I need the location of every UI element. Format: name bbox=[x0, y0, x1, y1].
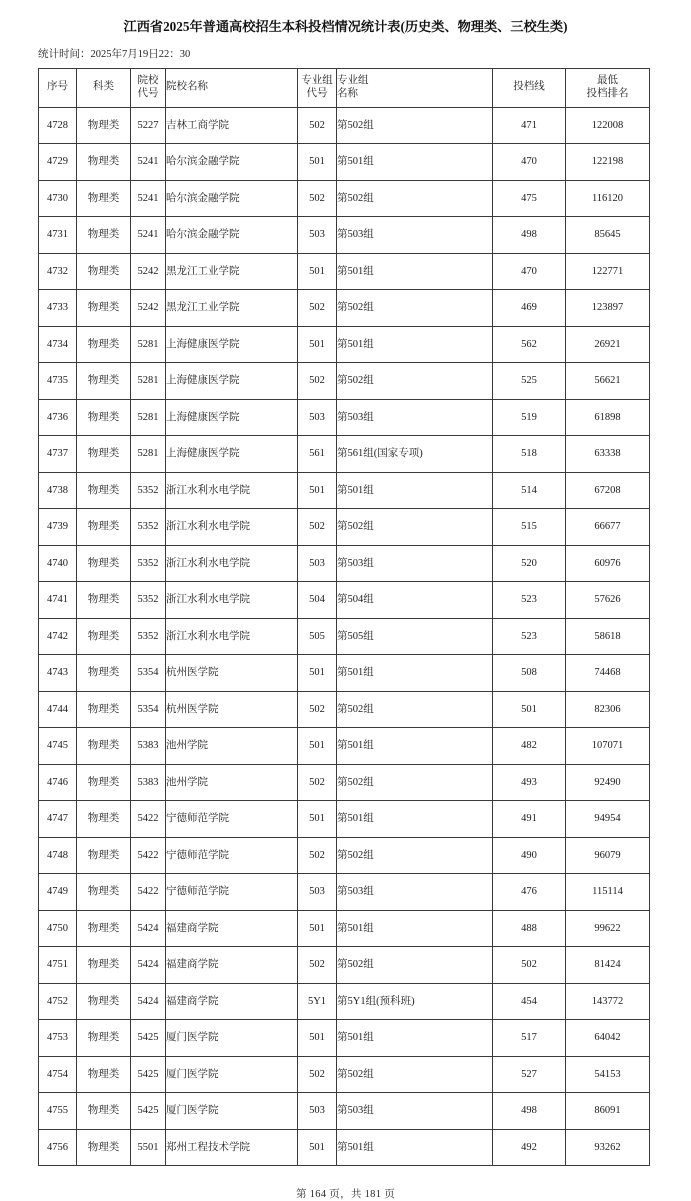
cell-index: 4749 bbox=[39, 874, 77, 911]
cell-category: 物理类 bbox=[77, 801, 131, 838]
cell-school_name: 杭州医学院 bbox=[166, 655, 298, 692]
cell-min_rank: 67208 bbox=[566, 472, 650, 509]
cell-group_name: 第502组 bbox=[337, 107, 493, 144]
table-row bbox=[39, 947, 650, 984]
cell-school_name: 福建商学院 bbox=[166, 910, 298, 947]
cell-index: 4745 bbox=[39, 728, 77, 765]
cell-school_name: 浙江水利水电学院 bbox=[166, 582, 298, 619]
cell-min_rank: 93262 bbox=[566, 1129, 650, 1166]
table-row bbox=[39, 217, 650, 254]
table-row bbox=[39, 1056, 650, 1093]
cell-group_code: 501 bbox=[298, 655, 337, 692]
table-row bbox=[39, 326, 650, 363]
cell-min_rank: 85645 bbox=[566, 217, 650, 254]
cell-school_code: 5383 bbox=[131, 764, 166, 801]
table-row bbox=[39, 655, 650, 692]
cell-group_code: 503 bbox=[298, 874, 337, 911]
cell-min_rank: 143772 bbox=[566, 983, 650, 1020]
cell-score_line: 492 bbox=[493, 1129, 566, 1166]
cell-group_code: 503 bbox=[298, 1093, 337, 1130]
cell-score_line: 493 bbox=[493, 764, 566, 801]
table-row bbox=[39, 545, 650, 582]
cell-min_rank: 74468 bbox=[566, 655, 650, 692]
cell-group_name: 第502组 bbox=[337, 764, 493, 801]
cell-school_code: 5352 bbox=[131, 582, 166, 619]
cell-min_rank: 115114 bbox=[566, 874, 650, 911]
cell-index: 4731 bbox=[39, 217, 77, 254]
cell-category: 物理类 bbox=[77, 582, 131, 619]
column-header-line2: 代号 bbox=[137, 87, 159, 99]
cell-min_rank: 122008 bbox=[566, 107, 650, 144]
column-header-line2: 投档排名 bbox=[586, 87, 629, 99]
table-row bbox=[39, 180, 650, 217]
admission-scores-table bbox=[38, 68, 650, 1167]
table-row bbox=[39, 509, 650, 546]
cell-index: 4748 bbox=[39, 837, 77, 874]
page-footer: 第 164 页，共 181 页 bbox=[296, 1189, 395, 1201]
cell-score_line: 523 bbox=[493, 618, 566, 655]
cell-index: 4744 bbox=[39, 691, 77, 728]
cell-min_rank: 116120 bbox=[566, 180, 650, 217]
cell-school_name: 黑龙江工业学院 bbox=[166, 290, 298, 327]
cell-group_name: 第502组 bbox=[337, 691, 493, 728]
cell-index: 4736 bbox=[39, 399, 77, 436]
cell-school_name: 杭州医学院 bbox=[166, 691, 298, 728]
cell-school_name: 厦门医学院 bbox=[166, 1020, 298, 1057]
cell-index: 4746 bbox=[39, 764, 77, 801]
cell-category: 物理类 bbox=[77, 1056, 131, 1093]
cell-score_line: 470 bbox=[493, 144, 566, 181]
cell-category: 物理类 bbox=[77, 691, 131, 728]
table-header-row bbox=[39, 68, 650, 107]
table-row bbox=[39, 728, 650, 765]
cell-category: 物理类 bbox=[77, 326, 131, 363]
cell-school_name: 池州学院 bbox=[166, 764, 298, 801]
table-row bbox=[39, 691, 650, 728]
cell-min_rank: 58618 bbox=[566, 618, 650, 655]
table-row bbox=[39, 1020, 650, 1057]
column-header-school_code bbox=[131, 68, 166, 107]
cell-category: 物理类 bbox=[77, 1129, 131, 1166]
table-row bbox=[39, 801, 650, 838]
cell-group_name: 第502组 bbox=[337, 1056, 493, 1093]
cell-school_code: 5422 bbox=[131, 874, 166, 911]
cell-score_line: 527 bbox=[493, 1056, 566, 1093]
cell-min_rank: 54153 bbox=[566, 1056, 650, 1093]
cell-score_line: 476 bbox=[493, 874, 566, 911]
cell-index: 4739 bbox=[39, 509, 77, 546]
cell-school_code: 5242 bbox=[131, 290, 166, 327]
cell-index: 4737 bbox=[39, 436, 77, 473]
cell-school_code: 5424 bbox=[131, 910, 166, 947]
cell-group_code: 501 bbox=[298, 910, 337, 947]
cell-group_name: 第501组 bbox=[337, 655, 493, 692]
table-row bbox=[39, 874, 650, 911]
cell-index: 4733 bbox=[39, 290, 77, 327]
cell-group_code: 501 bbox=[298, 728, 337, 765]
cell-category: 物理类 bbox=[77, 217, 131, 254]
cell-category: 物理类 bbox=[77, 837, 131, 874]
column-header-line1: 专业组 bbox=[301, 75, 333, 87]
cell-group_code: 501 bbox=[298, 1129, 337, 1166]
cell-category: 物理类 bbox=[77, 983, 131, 1020]
cell-school_name: 福建商学院 bbox=[166, 983, 298, 1020]
table-row bbox=[39, 290, 650, 327]
table-row bbox=[39, 363, 650, 400]
cell-group_code: 502 bbox=[298, 691, 337, 728]
cell-group_name: 第502组 bbox=[337, 180, 493, 217]
cell-school_code: 5352 bbox=[131, 545, 166, 582]
cell-school_code: 5501 bbox=[131, 1129, 166, 1166]
cell-school_code: 5281 bbox=[131, 436, 166, 473]
cell-group_code: 502 bbox=[298, 180, 337, 217]
cell-group_name: 第503组 bbox=[337, 545, 493, 582]
table-row bbox=[39, 983, 650, 1020]
cell-score_line: 470 bbox=[493, 253, 566, 290]
cell-min_rank: 81424 bbox=[566, 947, 650, 984]
cell-min_rank: 123897 bbox=[566, 290, 650, 327]
cell-school_name: 浙江水利水电学院 bbox=[166, 509, 298, 546]
cell-index: 4753 bbox=[39, 1020, 77, 1057]
cell-group_code: 503 bbox=[298, 545, 337, 582]
cell-min_rank: 96079 bbox=[566, 837, 650, 874]
cell-school_name: 宁德师范学院 bbox=[166, 874, 298, 911]
cell-index: 4742 bbox=[39, 618, 77, 655]
cell-min_rank: 94954 bbox=[566, 801, 650, 838]
page-title: 江西省2025年普通高校招生本科投档情况统计表(历史类、物理类、三校生类) bbox=[123, 19, 568, 34]
cell-index: 4734 bbox=[39, 326, 77, 363]
cell-index: 4740 bbox=[39, 545, 77, 582]
cell-score_line: 502 bbox=[493, 947, 566, 984]
table-row bbox=[39, 472, 650, 509]
cell-group_code: 505 bbox=[298, 618, 337, 655]
table-row bbox=[39, 399, 650, 436]
cell-school_code: 5422 bbox=[131, 837, 166, 874]
cell-score_line: 519 bbox=[493, 399, 566, 436]
cell-min_rank: 122198 bbox=[566, 144, 650, 181]
cell-category: 物理类 bbox=[77, 399, 131, 436]
cell-group_code: 501 bbox=[298, 801, 337, 838]
column-header-line1: 院校 bbox=[137, 75, 159, 87]
cell-score_line: 517 bbox=[493, 1020, 566, 1057]
cell-index: 4747 bbox=[39, 801, 77, 838]
cell-category: 物理类 bbox=[77, 1020, 131, 1057]
cell-category: 物理类 bbox=[77, 180, 131, 217]
cell-group_name: 第504组 bbox=[337, 582, 493, 619]
cell-score_line: 525 bbox=[493, 363, 566, 400]
cell-school_name: 上海健康医学院 bbox=[166, 326, 298, 363]
cell-score_line: 508 bbox=[493, 655, 566, 692]
cell-group_code: 501 bbox=[298, 253, 337, 290]
cell-score_line: 471 bbox=[493, 107, 566, 144]
cell-school_name: 宁德师范学院 bbox=[166, 801, 298, 838]
cell-min_rank: 122771 bbox=[566, 253, 650, 290]
cell-group_name: 第503组 bbox=[337, 1093, 493, 1130]
cell-group_code: 501 bbox=[298, 326, 337, 363]
cell-group_name: 第502组 bbox=[337, 509, 493, 546]
cell-group_name: 第505组 bbox=[337, 618, 493, 655]
table-row bbox=[39, 1093, 650, 1130]
cell-school_code: 5227 bbox=[131, 107, 166, 144]
cell-school_code: 5281 bbox=[131, 326, 166, 363]
column-header-score_line bbox=[493, 68, 566, 107]
table-row bbox=[39, 144, 650, 181]
cell-school_name: 浙江水利水电学院 bbox=[166, 472, 298, 509]
cell-school_name: 厦门医学院 bbox=[166, 1056, 298, 1093]
cell-score_line: 515 bbox=[493, 509, 566, 546]
cell-score_line: 482 bbox=[493, 728, 566, 765]
cell-score_line: 490 bbox=[493, 837, 566, 874]
cell-min_rank: 99622 bbox=[566, 910, 650, 947]
column-header-index bbox=[39, 68, 77, 107]
cell-category: 物理类 bbox=[77, 144, 131, 181]
table-row bbox=[39, 764, 650, 801]
cell-index: 4728 bbox=[39, 107, 77, 144]
cell-category: 物理类 bbox=[77, 947, 131, 984]
cell-school_name: 上海健康医学院 bbox=[166, 436, 298, 473]
cell-group_code: 503 bbox=[298, 399, 337, 436]
column-header-school_name bbox=[166, 68, 298, 107]
table-row bbox=[39, 582, 650, 619]
cell-school_code: 5422 bbox=[131, 801, 166, 838]
cell-school_code: 5241 bbox=[131, 144, 166, 181]
cell-group_code: 502 bbox=[298, 764, 337, 801]
cell-category: 物理类 bbox=[77, 253, 131, 290]
cell-category: 物理类 bbox=[77, 728, 131, 765]
table-header bbox=[39, 68, 650, 107]
column-header-line1: 院校名称 bbox=[166, 81, 208, 93]
cell-group_code: 502 bbox=[298, 947, 337, 984]
cell-min_rank: 82306 bbox=[566, 691, 650, 728]
cell-min_rank: 56621 bbox=[566, 363, 650, 400]
cell-score_line: 562 bbox=[493, 326, 566, 363]
cell-group_name: 第502组 bbox=[337, 837, 493, 874]
cell-index: 4752 bbox=[39, 983, 77, 1020]
cell-group_code: 502 bbox=[298, 1056, 337, 1093]
cell-group_name: 第501组 bbox=[337, 728, 493, 765]
cell-group_code: 501 bbox=[298, 472, 337, 509]
cell-school_name: 哈尔滨金融学院 bbox=[166, 180, 298, 217]
cell-score_line: 491 bbox=[493, 801, 566, 838]
cell-min_rank: 92490 bbox=[566, 764, 650, 801]
cell-index: 4729 bbox=[39, 144, 77, 181]
column-header-group_code bbox=[298, 68, 337, 107]
cell-index: 4755 bbox=[39, 1093, 77, 1130]
cell-group_code: 5Y1 bbox=[298, 983, 337, 1020]
table-container bbox=[0, 61, 691, 1167]
cell-school_code: 5242 bbox=[131, 253, 166, 290]
cell-group_name: 第501组 bbox=[337, 801, 493, 838]
cell-school_code: 5354 bbox=[131, 691, 166, 728]
cell-score_line: 523 bbox=[493, 582, 566, 619]
cell-category: 物理类 bbox=[77, 618, 131, 655]
cell-index: 4756 bbox=[39, 1129, 77, 1166]
cell-index: 4750 bbox=[39, 910, 77, 947]
cell-group_name: 第501组 bbox=[337, 1129, 493, 1166]
cell-group_name: 第5Y1组(预科班) bbox=[337, 983, 493, 1020]
cell-index: 4751 bbox=[39, 947, 77, 984]
cell-group_name: 第501组 bbox=[337, 326, 493, 363]
cell-school_name: 哈尔滨金融学院 bbox=[166, 217, 298, 254]
cell-school_name: 浙江水利水电学院 bbox=[166, 618, 298, 655]
cell-group_code: 502 bbox=[298, 363, 337, 400]
cell-group_name: 第502组 bbox=[337, 290, 493, 327]
cell-index: 4730 bbox=[39, 180, 77, 217]
cell-school_code: 5424 bbox=[131, 983, 166, 1020]
cell-group_name: 第561组(国家专项) bbox=[337, 436, 493, 473]
cell-score_line: 498 bbox=[493, 1093, 566, 1130]
cell-index: 4754 bbox=[39, 1056, 77, 1093]
cell-category: 物理类 bbox=[77, 290, 131, 327]
cell-score_line: 475 bbox=[493, 180, 566, 217]
cell-category: 物理类 bbox=[77, 655, 131, 692]
cell-score_line: 514 bbox=[493, 472, 566, 509]
cell-category: 物理类 bbox=[77, 874, 131, 911]
cell-school_name: 哈尔滨金融学院 bbox=[166, 144, 298, 181]
cell-index: 4743 bbox=[39, 655, 77, 692]
cell-category: 物理类 bbox=[77, 1093, 131, 1130]
table-row bbox=[39, 910, 650, 947]
cell-score_line: 518 bbox=[493, 436, 566, 473]
column-header-line1: 专业组 bbox=[337, 75, 369, 87]
cell-group_code: 502 bbox=[298, 290, 337, 327]
column-header-line2: 名称 bbox=[337, 87, 358, 99]
cell-index: 4732 bbox=[39, 253, 77, 290]
cell-group_code: 561 bbox=[298, 436, 337, 473]
cell-group_code: 502 bbox=[298, 107, 337, 144]
cell-group_name: 第501组 bbox=[337, 910, 493, 947]
table-body bbox=[39, 107, 650, 1166]
cell-group_code: 504 bbox=[298, 582, 337, 619]
table-row bbox=[39, 837, 650, 874]
cell-school_code: 5352 bbox=[131, 472, 166, 509]
cell-school_name: 上海健康医学院 bbox=[166, 399, 298, 436]
cell-category: 物理类 bbox=[77, 509, 131, 546]
cell-school_code: 5383 bbox=[131, 728, 166, 765]
cell-index: 4741 bbox=[39, 582, 77, 619]
cell-min_rank: 63338 bbox=[566, 436, 650, 473]
cell-school_code: 5352 bbox=[131, 509, 166, 546]
column-header-min_rank bbox=[566, 68, 650, 107]
cell-school_code: 5425 bbox=[131, 1093, 166, 1130]
cell-school_code: 5241 bbox=[131, 180, 166, 217]
cell-school_name: 吉林工商学院 bbox=[166, 107, 298, 144]
cell-score_line: 469 bbox=[493, 290, 566, 327]
cell-min_rank: 60976 bbox=[566, 545, 650, 582]
cell-category: 物理类 bbox=[77, 436, 131, 473]
cell-group_name: 第501组 bbox=[337, 253, 493, 290]
cell-min_rank: 26921 bbox=[566, 326, 650, 363]
cell-school_name: 厦门医学院 bbox=[166, 1093, 298, 1130]
cell-category: 物理类 bbox=[77, 545, 131, 582]
cell-group_name: 第502组 bbox=[337, 363, 493, 400]
cell-group_name: 第501组 bbox=[337, 144, 493, 181]
cell-school_name: 郑州工程技术学院 bbox=[166, 1129, 298, 1166]
column-header-line2: 代号 bbox=[306, 87, 328, 99]
cell-group_name: 第501组 bbox=[337, 1020, 493, 1057]
cell-min_rank: 61898 bbox=[566, 399, 650, 436]
cell-school_name: 池州学院 bbox=[166, 728, 298, 765]
column-header-group_name bbox=[337, 68, 493, 107]
cell-group_code: 502 bbox=[298, 837, 337, 874]
cell-score_line: 488 bbox=[493, 910, 566, 947]
cell-school_name: 上海健康医学院 bbox=[166, 363, 298, 400]
statistics-time-label: 统计时间：2025年7月19日22：30 bbox=[38, 48, 191, 60]
column-header-line1: 科类 bbox=[93, 81, 114, 93]
cell-school_code: 5281 bbox=[131, 363, 166, 400]
cell-group_code: 502 bbox=[298, 509, 337, 546]
cell-category: 物理类 bbox=[77, 910, 131, 947]
cell-index: 4735 bbox=[39, 363, 77, 400]
cell-school_code: 5241 bbox=[131, 217, 166, 254]
cell-school_code: 5352 bbox=[131, 618, 166, 655]
cell-school_name: 浙江水利水电学院 bbox=[166, 545, 298, 582]
cell-school_code: 5425 bbox=[131, 1056, 166, 1093]
cell-category: 物理类 bbox=[77, 764, 131, 801]
table-row bbox=[39, 1129, 650, 1166]
cell-school_code: 5425 bbox=[131, 1020, 166, 1057]
cell-category: 物理类 bbox=[77, 363, 131, 400]
table-row bbox=[39, 253, 650, 290]
cell-group_code: 503 bbox=[298, 217, 337, 254]
cell-group_name: 第501组 bbox=[337, 472, 493, 509]
cell-group_code: 501 bbox=[298, 1020, 337, 1057]
cell-min_rank: 64042 bbox=[566, 1020, 650, 1057]
table-row bbox=[39, 107, 650, 144]
cell-score_line: 498 bbox=[493, 217, 566, 254]
cell-group_code: 501 bbox=[298, 144, 337, 181]
cell-category: 物理类 bbox=[77, 107, 131, 144]
cell-score_line: 520 bbox=[493, 545, 566, 582]
cell-school_name: 宁德师范学院 bbox=[166, 837, 298, 874]
cell-group_name: 第503组 bbox=[337, 399, 493, 436]
column-header-line1: 最低 bbox=[597, 75, 618, 87]
cell-score_line: 454 bbox=[493, 983, 566, 1020]
cell-school_code: 5281 bbox=[131, 399, 166, 436]
cell-school_code: 5354 bbox=[131, 655, 166, 692]
cell-min_rank: 66677 bbox=[566, 509, 650, 546]
cell-school_name: 黑龙江工业学院 bbox=[166, 253, 298, 290]
table-row bbox=[39, 436, 650, 473]
column-header-line1: 投档线 bbox=[513, 81, 545, 93]
cell-min_rank: 57626 bbox=[566, 582, 650, 619]
cell-min_rank: 107071 bbox=[566, 728, 650, 765]
table-row bbox=[39, 618, 650, 655]
cell-index: 4738 bbox=[39, 472, 77, 509]
cell-min_rank: 86091 bbox=[566, 1093, 650, 1130]
cell-group_name: 第503组 bbox=[337, 874, 493, 911]
cell-group_name: 第502组 bbox=[337, 947, 493, 984]
column-header-category bbox=[77, 68, 131, 107]
cell-category: 物理类 bbox=[77, 472, 131, 509]
cell-school_code: 5424 bbox=[131, 947, 166, 984]
cell-school_name: 福建商学院 bbox=[166, 947, 298, 984]
cell-group_name: 第503组 bbox=[337, 217, 493, 254]
column-header-line1: 序号 bbox=[47, 81, 68, 93]
cell-score_line: 501 bbox=[493, 691, 566, 728]
